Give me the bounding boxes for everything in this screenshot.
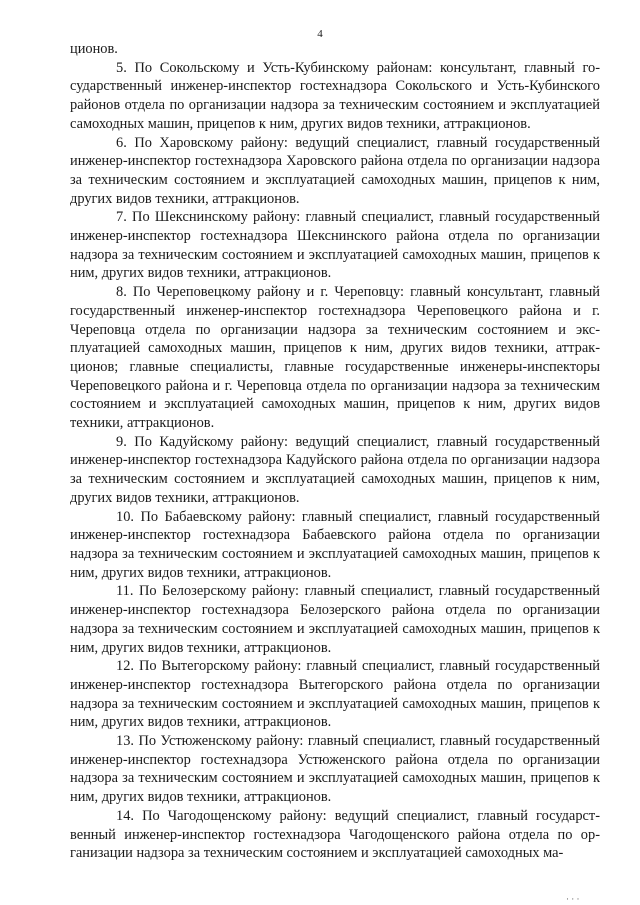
paragraph-item-14: 14. По Чагодощенскому району: ведущий специалист, главный государственный инженер-инспектор гостехнадзора Чагодощенского района отдела по организации надзора за техническим состоянием и эксплуатацией самоходных ма- [70,807,600,862]
paragraph-item-6: 6. По Харовскому району: ведущий специалист, главный государственный инженер-инспектор гостехнадзора Харовского района отдела по организации надзора за техническим состоянием и эксплуатацией самоходных машин, прицепов к ним, других видов техники, аттракционов. [70,134,600,207]
paragraph-item-5: 5. По Сокольскому и Усть-Кубинскому районам: консультант, главный государственный инженер-инспектор гостехнадзора Сокольского и Усть-Кубинского районов отдела по организации надзора за техническим состоянием и эксплуатацией самоходных машин, прицепов к ним, других видов техники, аттракционов. [70,59,600,132]
paragraph-item-9: 9. По Кадуйскому району: ведущий специалист, главный государственный инженер-инспектор гостехнадзора Кадуйского района отдела по организации надзора за техническим состоянием и эксплуатацией самоходных машин, прицепов к ним, других видов техники, аттракционов. [70,433,600,506]
paragraph-item-8: 8. По Череповецкому району и г. Череповцу: главный консультант, главный государственный инженер-инспектор гостехнадзора Череповецкого района и г. Череповца отдела по организации надзора за техническим состоянием и эксплуатацией самоходных машин, прицепов к ним, других видов техники, аттракционов; главные специалисты, главные государственные инженеры-инспекторы Череповецкого района и г. Череповца отдела по организации надзора за техническим состоянием и эксплуатацией самоходных машин, прицепов к ним, других видов техники, аттракционов. [70,284,600,432]
continuation-text: ционов. [70,41,118,57]
document-body [70,40,600,863]
paragraph-item-11: 11. По Белозерскому району: главный специалист, главный государственный инженер-инспектор гостехнадзора Белозерского района отдела по организации надзора за техническим состоянием и эксплуатацией самоходных машин, прицепов к ним, других видов техники, аттракционов. [70,583,600,656]
paragraph-item-10: 10. По Бабаевскому району: главный специалист, главный государственный инженер-инспектор гостехнадзора Бабаевского района отдела по организации надзора за техническим состоянием и эксплуатацией самоходных машин, прицепов к ним, других видов техники, аттракционов. [70,508,600,581]
paragraph-item-13: 13. По Устюженскому району: главный специалист, главный государственный инженер-инспектор гостехнадзора Устюженского района отдела по организации надзора за техническим состоянием и эксплуатацией самоходных машин, прицепов к ним, других видов техники, аттракционов. [70,733,600,806]
paragraph-item-12: 12. По Вытегорскому району: главный специалист, главный государственный инженер-инспектор гостехнадзора Вытегорского района отдела по организации надзора за техническим состоянием и эксплуатацией самоходных машин, прицепов к ним, других видов техники, аттракционов. [70,658,600,731]
scan-artifact-mark: · · · [566,894,580,904]
paragraph-item-7: 7. По Шекснинскому району: главный специалист, главный государственный инженер-инспектор гостехнадзора Шекснинского района отдела по организации надзора за техническим состоянием и эксплуатацией самоходных машин, прицепов к ним, других видов техники, аттракционов. [70,209,600,282]
page-number: 4 [317,28,323,40]
